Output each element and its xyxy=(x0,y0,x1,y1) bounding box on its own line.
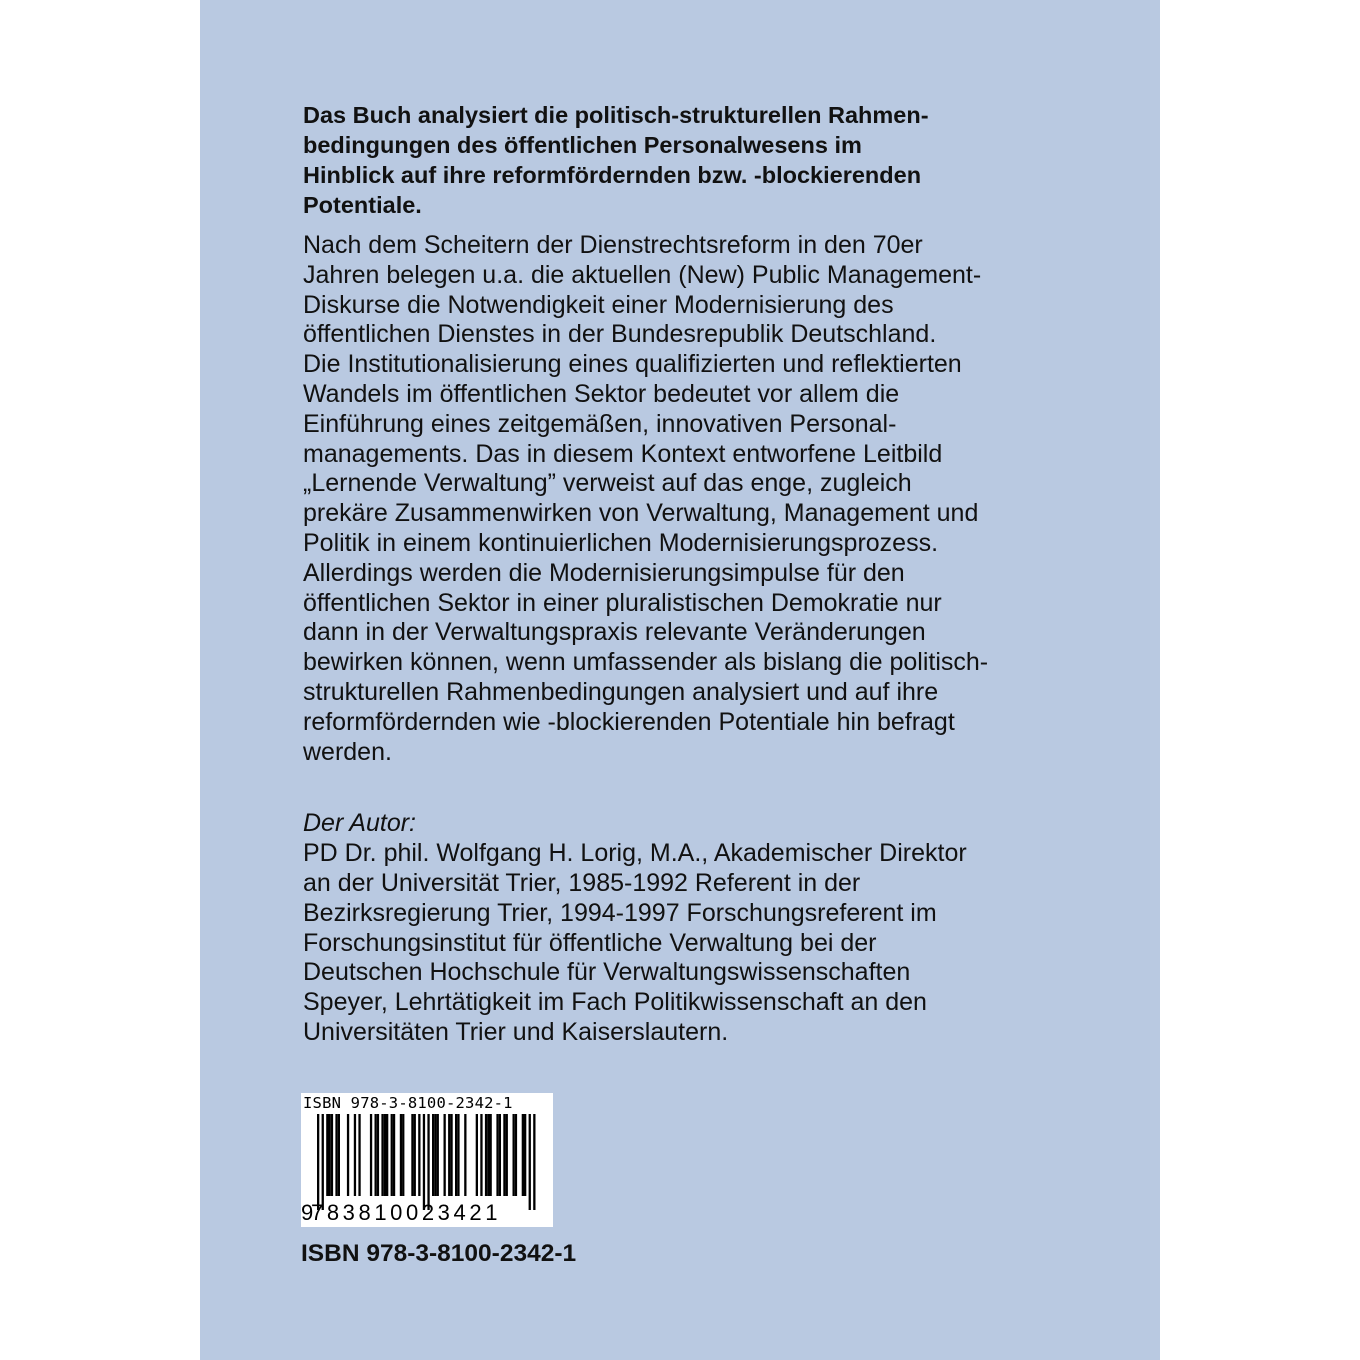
barcode-bar xyxy=(358,1114,360,1196)
barcode-digits: 783810023421 xyxy=(311,1200,502,1225)
body-line: öffentlichen Sektor in einer pluralistischen Demokratie nur xyxy=(303,588,942,617)
barcode-bar xyxy=(490,1114,492,1196)
lead-line: Das Buch analysiert die politisch-strukturellen Rahmen- xyxy=(303,102,929,128)
barcode-bar xyxy=(455,1114,457,1196)
body-line: „Lernende Verwaltung” verweist auf das enge, zugleich xyxy=(303,469,912,498)
barcode xyxy=(301,1093,553,1227)
barcode-bar xyxy=(503,1114,505,1196)
author-label: Der Autor: xyxy=(303,809,417,838)
barcode-bar xyxy=(317,1114,319,1210)
barcode-bar xyxy=(370,1114,372,1196)
body-line: Nach dem Scheitern der Dienstrechtsreform in den 70er xyxy=(303,231,923,259)
barcode-bar xyxy=(448,1114,450,1196)
barcode-bar xyxy=(432,1114,434,1196)
barcode-bar xyxy=(464,1114,466,1196)
barcode-bar xyxy=(476,1114,478,1196)
barcode-bar xyxy=(381,1114,383,1196)
barcode-bar xyxy=(326,1114,328,1196)
barcode-bar xyxy=(496,1114,498,1196)
barcode-bar xyxy=(347,1114,349,1196)
barcode-bar xyxy=(515,1114,517,1196)
lead-line: Potentiale. xyxy=(303,192,422,218)
barcode-bar xyxy=(375,1114,377,1196)
author-line: an der Universität Trier, 1985-1992 Referent in der xyxy=(303,868,861,897)
body-line: Einführung eines zeitgemäßen, innovativen Personal- xyxy=(303,409,897,438)
body-line: prekäre Zusammenwirken von Verwaltung, Management und xyxy=(303,499,979,528)
body-line: bewirken können, wenn umfassender als bislang die politisch- xyxy=(303,648,989,677)
author-line: PD Dr. phil. Wolfgang H. Lorig, M.A., Akademischer Direktor xyxy=(303,839,967,868)
barcode-bar xyxy=(450,1114,452,1196)
barcode-bar xyxy=(487,1114,489,1196)
body-line: strukturellen Rahmenbedingungen analysiert und auf ihre xyxy=(303,677,939,706)
barcode-bar xyxy=(391,1114,393,1196)
barcode-bar xyxy=(524,1114,526,1196)
body-paragraph xyxy=(303,231,1063,767)
body-line: Politik in einem kontinuierlichen Modernisierungsprozess. xyxy=(303,528,939,557)
barcode-bar xyxy=(533,1114,535,1210)
barcode-bar xyxy=(506,1114,508,1196)
barcode-bar xyxy=(384,1114,386,1196)
barcode-bar xyxy=(322,1114,324,1210)
body-line: öffentlichen Dienstes in der Bundesrepublik Deutschland. xyxy=(303,320,937,349)
barcode-bar xyxy=(427,1114,429,1210)
barcode-bar xyxy=(485,1114,487,1196)
author-line: Forschungsinstitut für öffentliche Verwaltung bei der xyxy=(303,928,877,957)
lead-line: Hinblick auf ihre reformfördernden bzw. -blockierenden xyxy=(303,162,922,188)
barcode-bar xyxy=(329,1114,331,1196)
body-line: werden. xyxy=(303,737,392,766)
body-line: Die Institutionalisierung eines qualifizierten und reflektierten xyxy=(303,350,962,379)
barcode-bar xyxy=(529,1114,531,1210)
barcode-bar xyxy=(393,1114,395,1196)
barcode-bar xyxy=(522,1114,524,1196)
barcode-lead-digit: 9 xyxy=(301,1200,314,1225)
lead-line: bedingungen des öffentlichen Personalwesens im xyxy=(303,132,862,158)
body-line: Wandels im öffentlichen Sektor bedeutet vor allem die xyxy=(303,379,900,408)
barcode-bar xyxy=(423,1114,425,1210)
barcode-bar xyxy=(457,1114,459,1196)
barcode-bar xyxy=(434,1114,436,1196)
barcode-bar xyxy=(411,1114,413,1196)
isbn-number: ISBN 978-3-8100-2342-1 xyxy=(301,1240,577,1267)
barcode-bar xyxy=(437,1114,439,1196)
body-line: dann in der Verwaltungspraxis relevante Veränderungen xyxy=(303,618,926,647)
author-bio xyxy=(303,839,1063,1048)
barcode-bar xyxy=(331,1114,333,1196)
body-line: Jahren belegen u.a. die aktuellen (New) Public Management- xyxy=(303,260,982,289)
barcode-bar xyxy=(338,1114,340,1196)
barcode-bar xyxy=(480,1114,482,1196)
barcode-bar xyxy=(418,1114,420,1196)
barcode-bar xyxy=(414,1114,416,1196)
barcode-bar xyxy=(386,1114,388,1196)
barcode-bar xyxy=(377,1114,379,1196)
barcode-bar xyxy=(354,1114,356,1196)
barcode-bar xyxy=(444,1114,446,1196)
body-line: Allerdings werden die Modernisierungsimpulse für den xyxy=(303,558,905,587)
body-line: reformfördernden wie -blockierenden Potentiale hin befragt xyxy=(303,707,955,736)
barcode-bar xyxy=(499,1114,501,1196)
lead-paragraph xyxy=(303,100,1063,220)
barcode-bar xyxy=(513,1114,515,1196)
cover-text xyxy=(303,100,1063,1048)
author-line: Universitäten Trier und Kaiserslautern. xyxy=(303,1017,729,1046)
author-line: Deutschen Hochschule für Verwaltungswissenschaften xyxy=(303,958,911,987)
author-line: Bezirksregierung Trier, 1994-1997 Forschungsreferent im xyxy=(303,898,937,927)
barcode-bar xyxy=(402,1114,404,1196)
author-line: Speyer, Lehrtätigkeit im Fach Politikwissenschaft an den xyxy=(303,988,927,1017)
body-line: managements. Das in diesem Kontext entworfene Leitbild xyxy=(303,439,943,468)
barcode-bar xyxy=(335,1114,337,1196)
barcode-bar xyxy=(400,1114,402,1196)
barcode-isbn-label: ISBN 978-3-8100-2342-1 xyxy=(303,1094,513,1112)
body-line: Diskurse die Notwendigkeit einer Modernisierung des xyxy=(303,290,894,319)
